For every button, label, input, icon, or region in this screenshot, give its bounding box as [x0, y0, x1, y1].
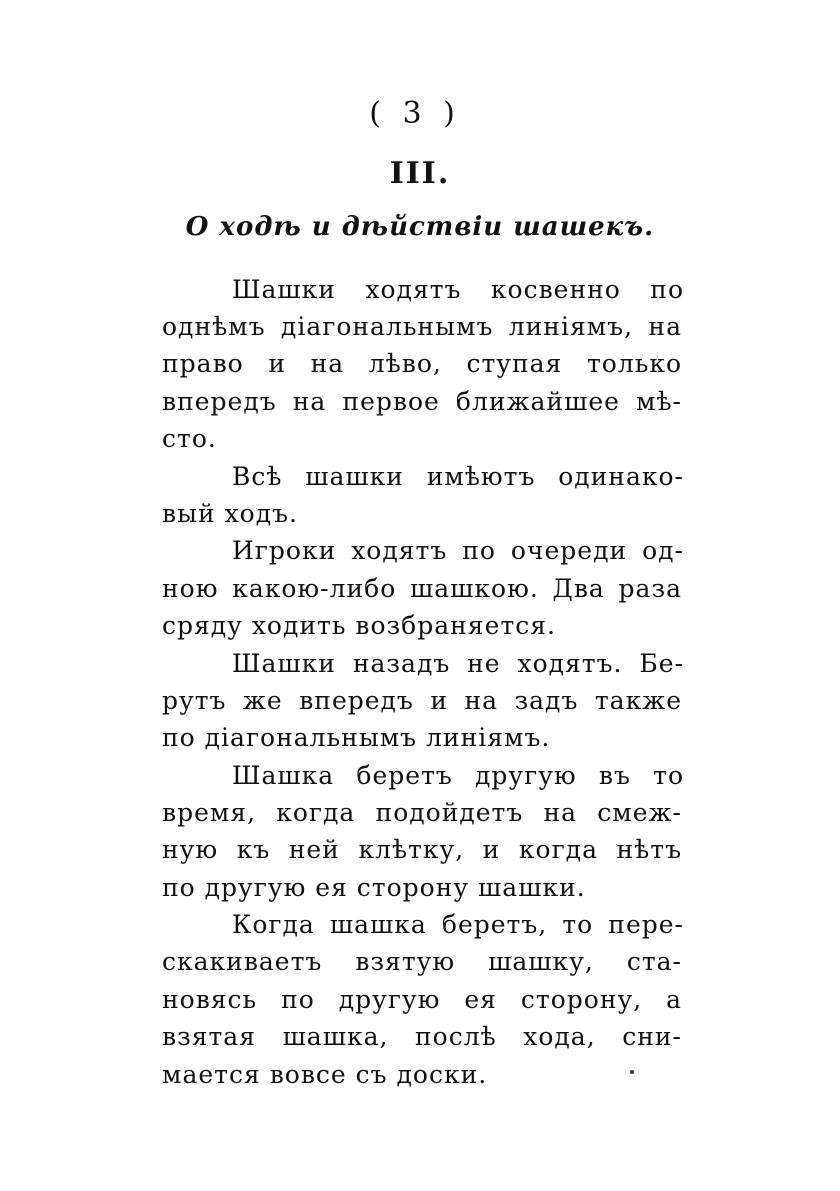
text-line: Шашка беретъ другую въ то: [232, 761, 684, 790]
text-line: новясь по другую ея сторону, а: [162, 985, 682, 1014]
text-line: сряду ходить возбраняется.: [162, 611, 556, 640]
text-line: право и на лѣво, ступая только: [162, 349, 682, 378]
text-line: взятая шашка, послѣ хода, сни-: [162, 1022, 682, 1051]
text-line: Шашки назадъ не ходятъ. Бе-: [232, 649, 684, 678]
section-numeral: III.: [389, 156, 451, 191]
section-title: О ходѣ и дѣйствіи шашекъ.: [185, 212, 655, 242]
text-line: мается вовсе съ доски.: [162, 1060, 488, 1089]
text-line: вый ходъ.: [162, 499, 298, 528]
text-line: однѣмъ діагональнымъ линіямъ, на: [162, 312, 682, 341]
text-line: рутъ же впередъ и на задъ также: [162, 686, 682, 715]
text-line: ною какою-либо шашкою. Два раза: [162, 574, 682, 603]
text-line: Шашки ходятъ косвенно по: [232, 275, 684, 304]
text-line: Всѣ шашки имѣютъ одинако-: [232, 462, 684, 491]
text-line: по діагональнымъ линіямъ.: [162, 723, 551, 752]
text-line: Когда шашка беретъ, то пере-: [232, 910, 684, 939]
text-line: скакиваетъ взятую шашку, ста-: [162, 947, 682, 976]
text-line: по другую ея сторону шашки.: [162, 873, 586, 902]
text-line: впередъ на первое ближайшее мѣ-: [162, 387, 682, 416]
text-line: Игроки ходятъ по очереди од-: [232, 536, 684, 565]
page-number: ( 3 ): [369, 96, 461, 131]
text-line: время, когда подойдетъ на смеж-: [162, 798, 682, 827]
text-line: ную къ ней клѣтку, и когда нѣтъ: [162, 835, 682, 864]
ink-speck: [630, 1070, 634, 1074]
text-line: сто.: [162, 424, 217, 453]
